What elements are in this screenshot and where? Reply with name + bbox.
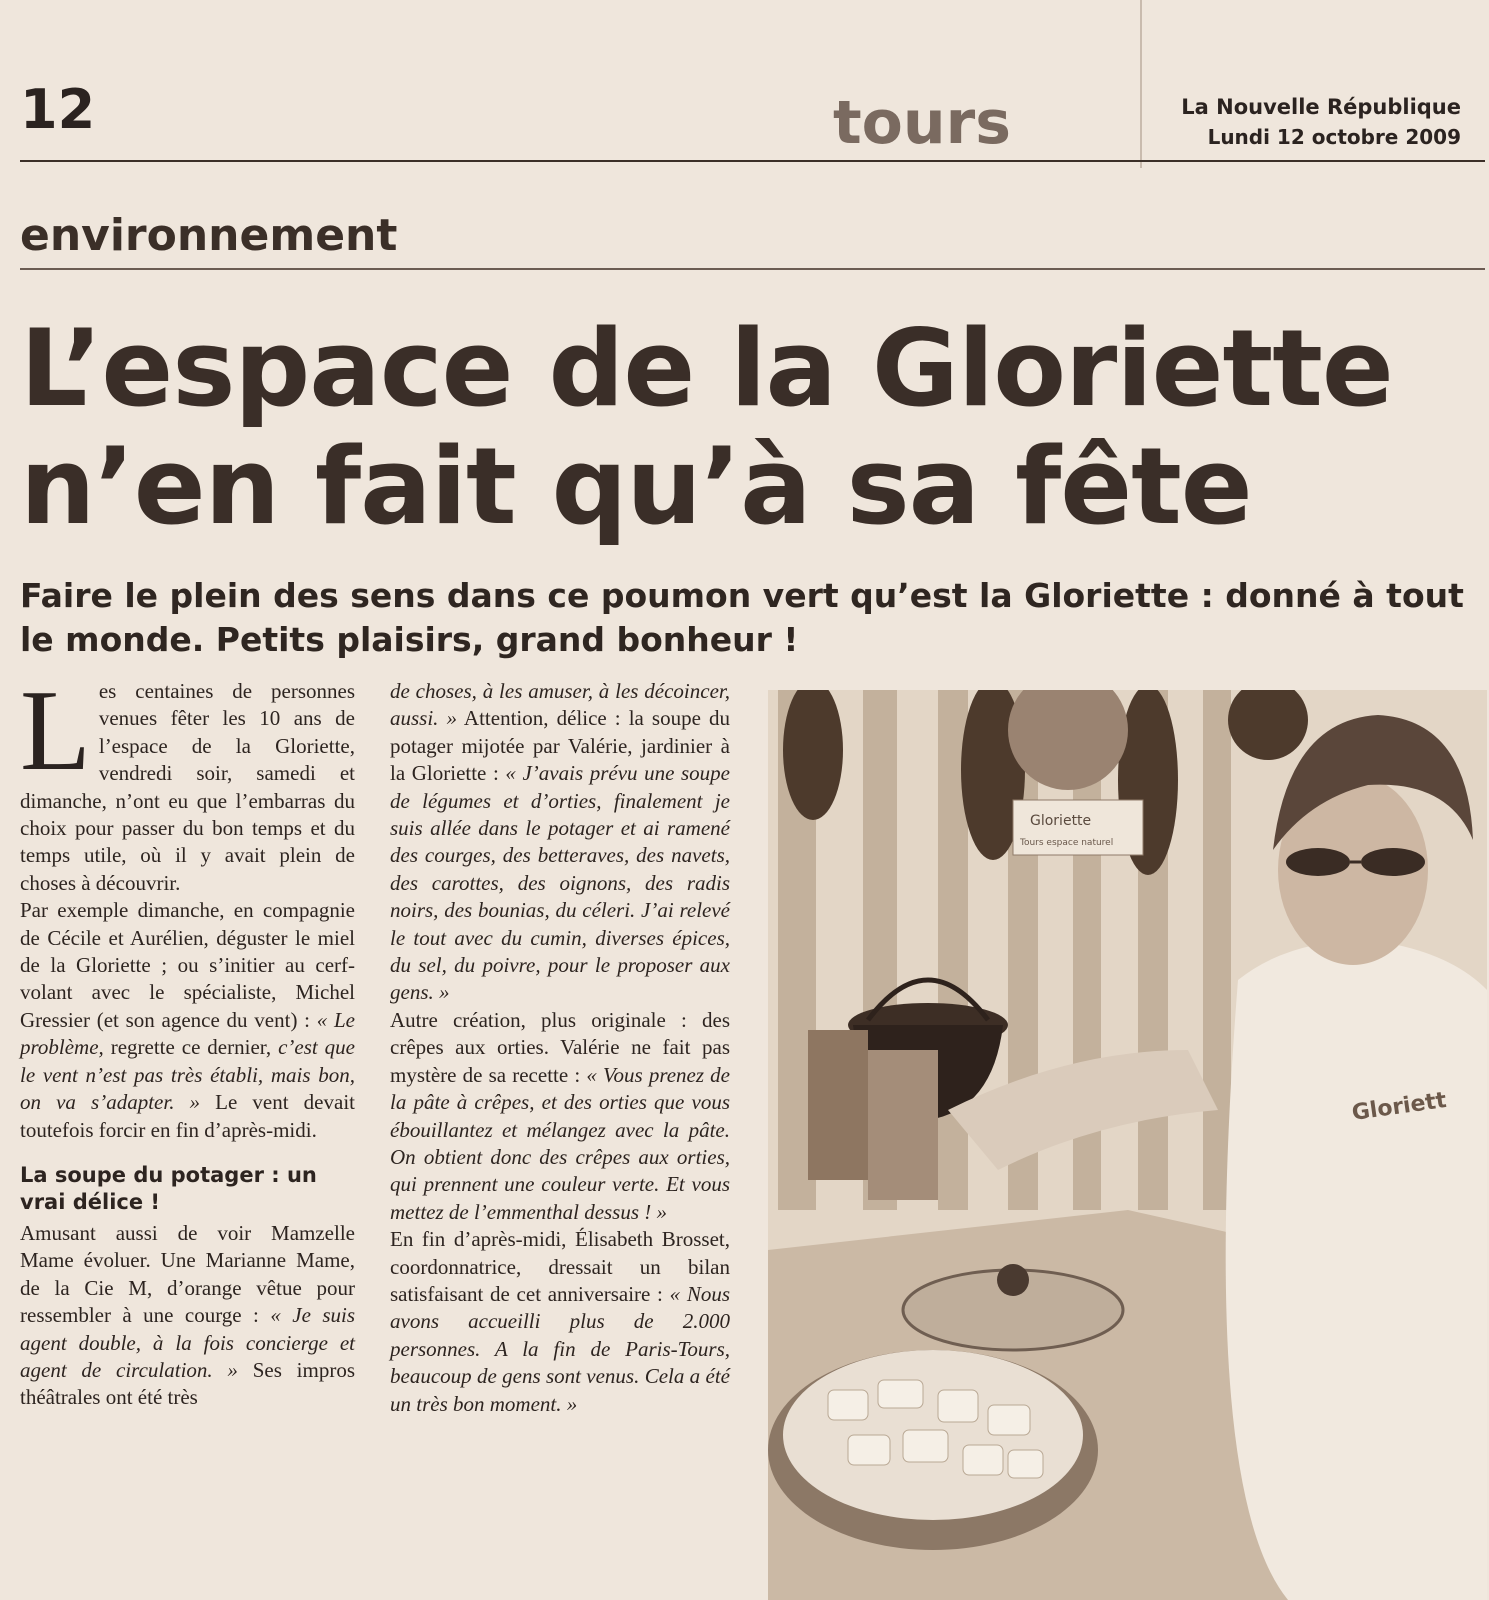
paragraph-5-text: Autre création, plus originale : des crêpes aux orties. Valérie ne fait pas mystère de sa recette : [390, 1007, 730, 1087]
paragraph-1 [20, 667, 355, 897]
paragraph-4 [390, 678, 730, 1007]
section-name: tours [833, 88, 1011, 158]
deck: Faire le plein des sens dans ce poumon vert qu’est la Gloriette : donné à tout le monde. Petits plaisirs, grand bonheur ! [20, 576, 1464, 659]
rubric: environnement [20, 210, 398, 261]
quote: « Le problème, [20, 1007, 356, 1060]
article-column-2 [390, 678, 730, 1418]
quote: « Nous avons accueilli plus de 2.000 personnes. A la fin de Paris-Tours, beaucoup de gens sont venus. Cela a été un très bon moment. » [390, 1281, 730, 1416]
paragraph-3-text: Ses impros théâtrales ont été très [20, 1357, 355, 1410]
paragraph-2-text: Par exemple dimanche, en compagnie de Cécile et Aurélien, déguster le miel de la Gloriette ; ou s’initier au cerf-volant avec le spécialiste, Michel Gressier (et son agence du vent) : [20, 898, 355, 1032]
paragraph-2-text: regrette ce dernier, [103, 1035, 279, 1060]
quote: « Vous prenez de la pâte à crêpes, et des orties que vous ébouillantez et mélangez avec la pâte. On obtient donc des crêpes aux orties, qui prennent une couleur verte. Et vous mettez de l’emmenthal dessus ! » [390, 1062, 731, 1224]
paragraph-5 [390, 1007, 730, 1226]
issue-date: Lundi 12 octobre 2009 [1207, 125, 1461, 149]
sign-text: Gloriette [1030, 813, 1092, 829]
drop-cap: L [20, 667, 91, 795]
photo-illustration [768, 690, 1487, 1600]
paragraph-1-text: es centaines de personnes venues fêter les 10 ans de l’espace de la Gloriette, vendredi soir, samedi et dimanche, n’ont eu que l’embarras du choix pour passer du bon temps et du temps utile, où il y avait plein de choses à découvrir. [20, 679, 355, 895]
header-divider [1140, 0, 1142, 168]
paragraph-2-text: Le vent devait toutefois forcir en fin d’après-midi. [20, 1090, 355, 1142]
paragraph-4-text: Attention, délice : la soupe du potager mijotée par Valérie, jardinier à la Gloriette : [390, 706, 731, 786]
page-number: 12 [20, 78, 96, 141]
quote: de choses, à les amuser, à les décoincer, aussi. » [390, 679, 730, 731]
header-rule [20, 160, 1485, 162]
rubric-rule [20, 268, 1485, 270]
headline: L’espace de la Gloriette n’en fait qu’à sa fête [20, 307, 1393, 548]
paragraph-6-text: En fin d’après-midi, Élisabeth Brosset, coordonnatrice, dressait un bilan satisfaisant de cet anniversaire : [390, 1227, 730, 1306]
paragraph-2 [20, 897, 355, 1144]
article-photo [768, 690, 1487, 1600]
quote: « J’avais prévu une soupe de légumes et d’orties, finalement je suis allée dans le potager et ai ramené des courges, des betteraves, des navets, des carottes, des oignons, des radis noirs, des bounias, du céleri. J’ai relevé le tout avec du cumin, diverses épices, du sel, du poivre, pour le proposer aux gens. » [390, 761, 730, 1005]
paragraph-3-text: Amusant aussi de voir Mamzelle Mame évoluer. Une Marianne Mame, de la Cie M, d’orange vêtue pour ressembler à une courge : [20, 1220, 355, 1328]
quote: « Je suis agent double, à la fois concierge et agent de circulation. » [20, 1303, 355, 1382]
newspaper-name: La Nouvelle République [1181, 95, 1461, 119]
paragraph-3 [20, 1220, 355, 1412]
paragraph-6 [390, 1226, 730, 1418]
quote: c’est que le vent n’est pas très établi, mais bon, on va s’adapter. » [20, 1035, 355, 1115]
sign-subtext: Tours espace naturel [1020, 838, 1114, 848]
subheading: La soupe du potager : un vrai délice ! [20, 1162, 317, 1214]
shirt-text: Gloriett [1350, 1087, 1448, 1126]
article-column-1 [20, 667, 356, 1412]
